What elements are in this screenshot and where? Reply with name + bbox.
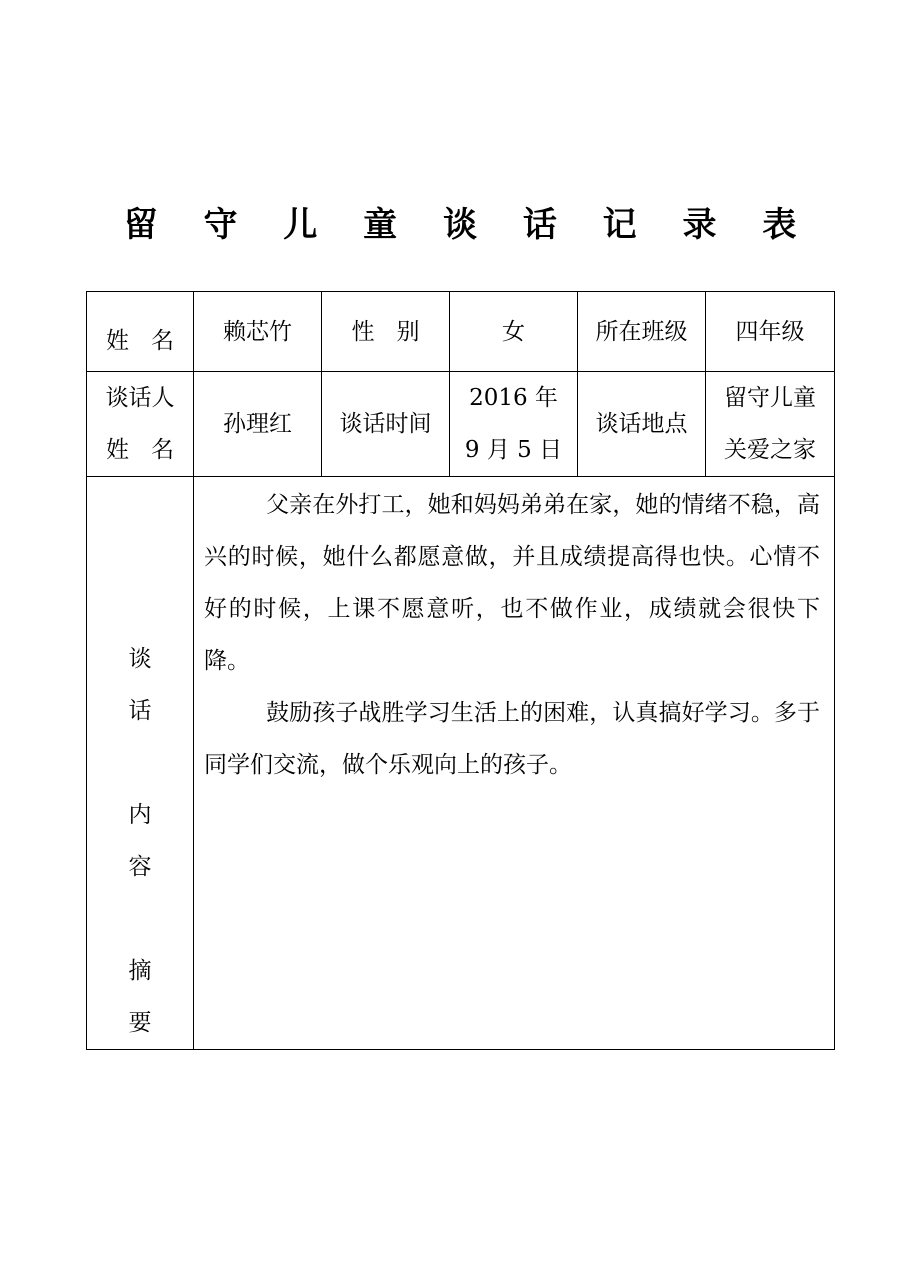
gender-label: 性 别 xyxy=(322,292,450,372)
summary-label-line3: 摘 要 xyxy=(128,958,166,1036)
summary-label-line2: 内 容 xyxy=(128,802,166,880)
time-value-line2: 9 月 5 日 xyxy=(464,437,563,463)
place-value-line1: 留守儿童 xyxy=(724,385,816,411)
summary-label-line1: 谈 话 xyxy=(128,646,166,724)
interviewer-label-line2: 姓 名 xyxy=(106,437,174,463)
gender-value: 女 xyxy=(450,292,578,372)
summary-content-cell xyxy=(194,477,835,1050)
time-value-line1: 2016 年 xyxy=(469,385,558,411)
table-row xyxy=(87,292,835,372)
summary-paragraph-2: 鼓励孩子战胜学习生活上的困难，认真搞好学习。多于同学们交流，做个乐观向上的孩子。 xyxy=(204,700,820,778)
table-row xyxy=(87,477,835,1050)
summary-paragraph-1: 父亲在外打工，她和妈妈弟弟在家，她的情绪不稳，高兴的时候，她什么都愿意做，并且成绩提高得也快。心情不好的时候，上课不愿意听，也不做作业，成绩就会很快下降。 xyxy=(204,492,820,674)
interviewer-value: 孙理红 xyxy=(194,372,322,477)
time-label: 谈话时间 xyxy=(322,372,450,477)
name-value: 赖芯竹 xyxy=(194,292,322,372)
class-label: 所在班级 xyxy=(578,292,706,372)
name-label-cell xyxy=(87,292,194,372)
place-label: 谈话地点 xyxy=(578,372,706,477)
time-value-cell xyxy=(450,372,578,477)
summary-label-cell xyxy=(87,477,194,1050)
interviewer-label-cell xyxy=(87,372,194,477)
class-value: 四年级 xyxy=(706,292,835,372)
page-title: 留 守 儿 童 谈 话 记 录 表 xyxy=(123,205,814,245)
interview-record-table xyxy=(86,291,835,1050)
place-value-line2: 关爱之家 xyxy=(724,437,816,463)
table-row xyxy=(87,372,835,477)
name-label: 姓 名 xyxy=(106,328,174,354)
interviewer-label-line1: 谈话人 xyxy=(105,385,175,411)
place-value-cell xyxy=(706,372,835,477)
